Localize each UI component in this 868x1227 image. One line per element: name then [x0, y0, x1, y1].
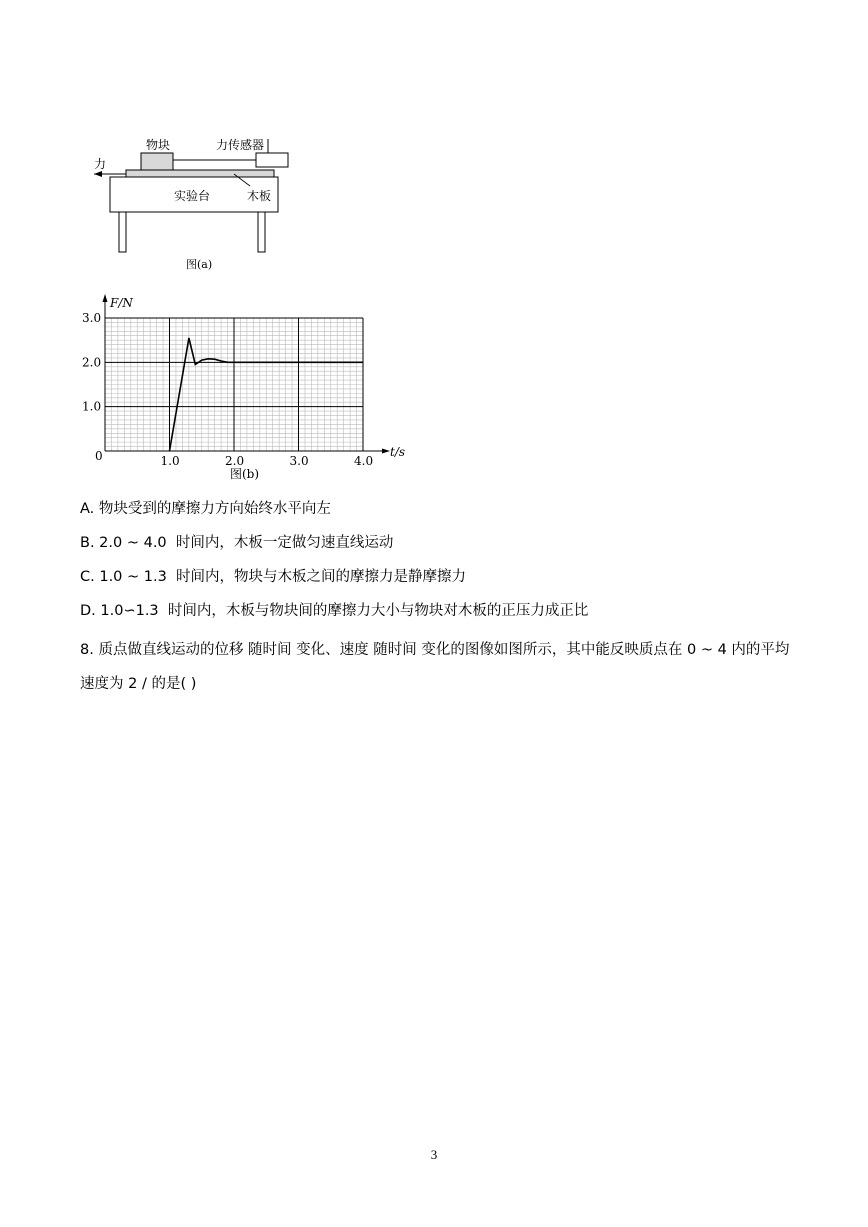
x-axis-arrowhead — [382, 449, 390, 454]
table-leg-left — [119, 212, 126, 252]
table-label: 实验台 — [174, 189, 211, 203]
force-time-chart — [70, 290, 410, 485]
x-tick-label: 4.0 — [354, 454, 374, 468]
option-c: C. 1.0 ~ 1.3 时间内，物块与木板之间的摩擦力是静摩擦力 — [80, 569, 467, 585]
y-tick-label: 2.0 — [82, 355, 102, 370]
origin-label: 0 — [95, 449, 103, 463]
y-axis-label: F/N — [110, 296, 133, 310]
figure-b-caption: 图(b) — [230, 467, 260, 481]
table-leg-right — [258, 212, 265, 252]
force-arrowhead — [94, 171, 102, 177]
question-8: 8. 质点做直线运动的位移 随时间 变化、速度 随时间 变化的图像如图所示，其中能反映质点在 0 ~ 4 内的平均速度为 2 / 的是( ) — [80, 642, 790, 692]
x-tick-label: 2.0 — [225, 454, 245, 468]
x-tick-label: 3.0 — [289, 454, 309, 468]
option-d: D. 1.0∽1.3 时间内，木板与物块间的摩擦力大小与物块对木板的正压力成正比 — [80, 603, 589, 619]
board-label: 木板 — [247, 189, 272, 203]
board-shape — [126, 170, 274, 177]
setup-figure — [80, 130, 310, 280]
option-a: A. 物块受到的摩擦力方向始终水平向左 — [80, 501, 331, 517]
page-number: 3 — [430, 1147, 438, 1162]
option-b: B. 2.0 ~ 4.0 时间内，木板一定做匀速直线运动 — [80, 535, 394, 551]
block-shape — [141, 153, 173, 170]
x-tick-label: 1.0 — [160, 454, 180, 468]
sensor-shape — [256, 153, 288, 167]
x-axis-label: t/s — [390, 445, 406, 459]
sensor-label: 力传感器 — [216, 138, 265, 152]
y-axis-arrowhead — [103, 294, 108, 302]
figure-a-caption: 图(a) — [186, 258, 213, 271]
force-label: 力 — [94, 157, 107, 171]
y-tick-label: 3.0 — [82, 311, 102, 325]
block-label: 物块 — [146, 138, 171, 152]
question-content — [80, 497, 800, 701]
y-tick-label: 1.0 — [82, 399, 102, 414]
